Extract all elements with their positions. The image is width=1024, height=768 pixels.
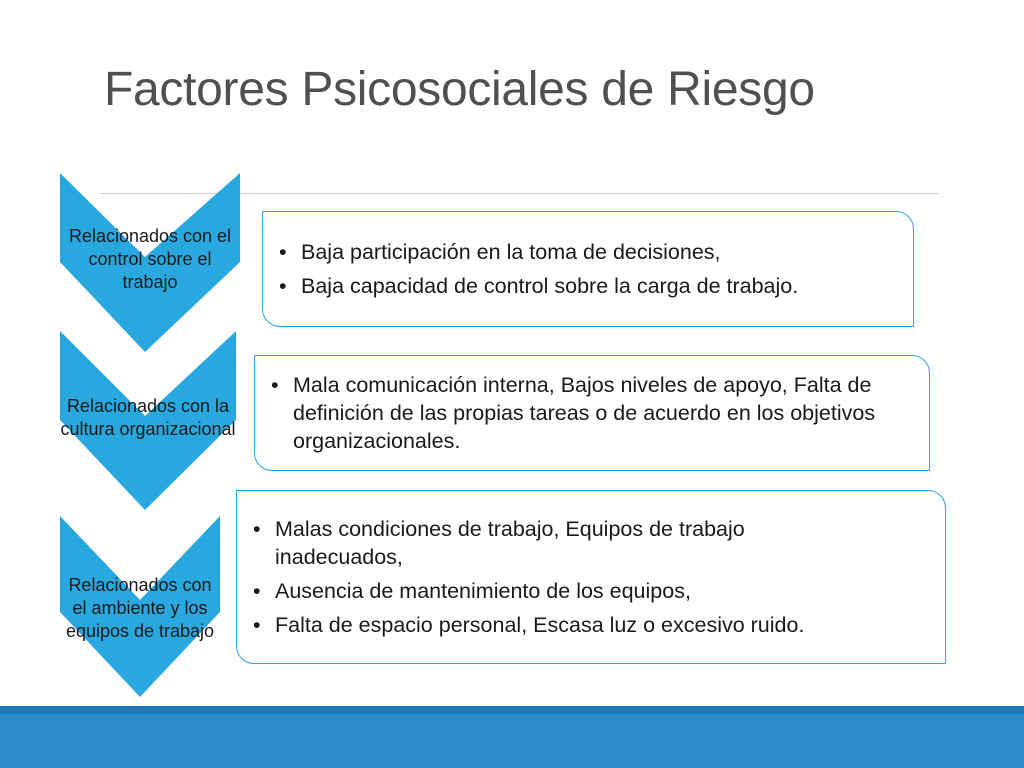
footer-bar (0, 706, 1024, 768)
chevron-label-ambiente (60, 538, 220, 678)
bullet-item: • Baja capacidad de control sobre la carga de trabajo. (301, 272, 798, 300)
bullet-item: • Falta de espacio personal, Escasa luz o excesivo ruido. (275, 611, 875, 639)
content-box-control (262, 211, 914, 327)
chevron-label-control (60, 212, 240, 307)
footer-accent-line (0, 706, 1024, 714)
bullet-list-cultura (255, 371, 929, 455)
chevron-label-cultura (58, 370, 238, 465)
chevron-label-control-text: Relacionados con el control sobre el trabajo (68, 226, 232, 292)
content-box-cultura (254, 355, 930, 471)
bullet-item: • Baja participación en la toma de decisiones, (301, 238, 798, 266)
bullet-list-ambiente (237, 515, 945, 639)
bullet-item: • Ausencia de mantenimiento de los equipos, (275, 577, 875, 605)
chevron-label-cultura-text: Relacionados con la cultura organizacional (60, 395, 236, 439)
content-box-ambiente (236, 490, 946, 664)
bullet-item: • Malas condiciones de trabajo, Equipos de trabajo inadecuados, (275, 515, 875, 571)
chevron-label-ambiente-text: Relacionados con el ambiente y los equipos de trabajo (65, 574, 215, 641)
bullet-list-control (263, 238, 798, 300)
slide-title: Factores Psicosociales de Riesgo (104, 63, 815, 116)
bullet-item: • Mala comunicación interna, Bajos niveles de apoyo, Falta de definición de las propias tareas o de acuerdo en los objetivos organizacionales. (293, 371, 915, 455)
